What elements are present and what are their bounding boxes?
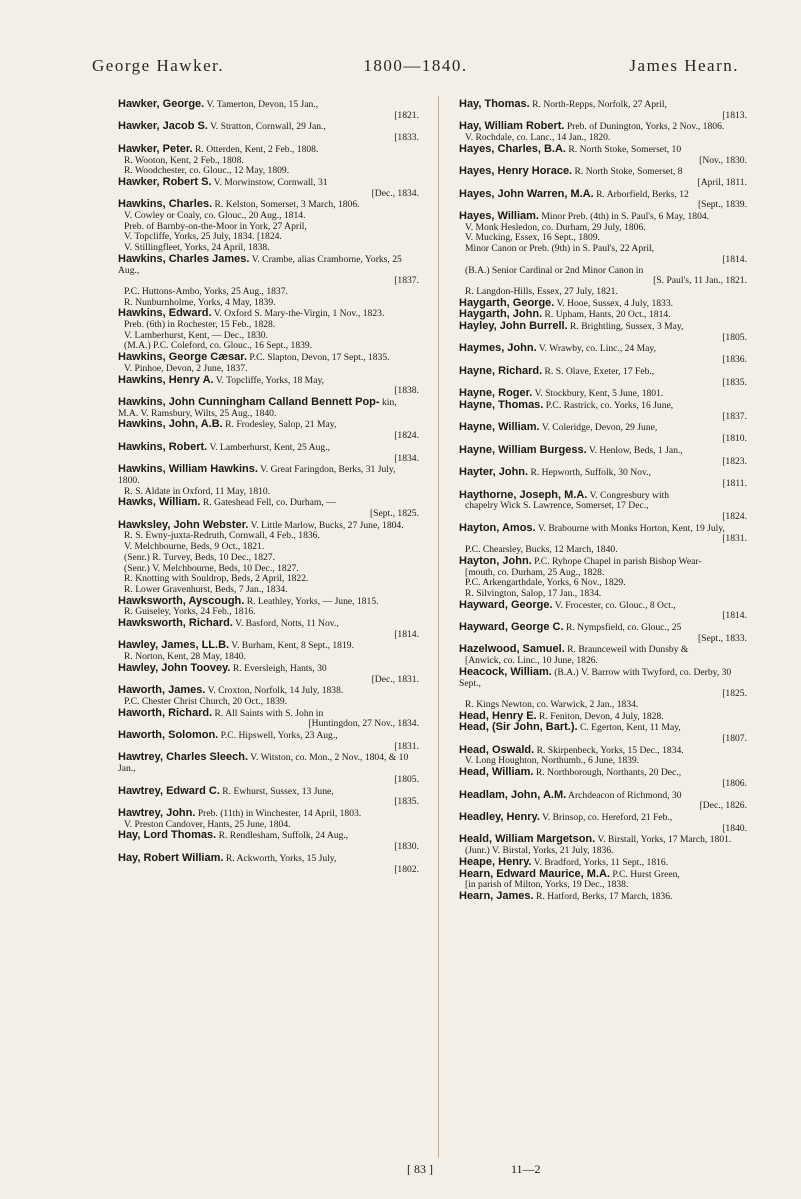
index-entry	[459, 600, 747, 622]
index-entry	[459, 812, 747, 834]
entry-date-continuation: [1805.	[394, 773, 419, 785]
index-entry	[459, 523, 747, 556]
index-entry	[459, 343, 747, 365]
entry-name: Haygarth, George.	[459, 296, 555, 309]
entry-date-continuation: [1840.	[722, 822, 747, 834]
entry-name: Hawtrey, John.	[118, 807, 196, 819]
entry-name: Hayes, Henry Horace.	[459, 165, 573, 178]
entry-line: (B.A.) V. Barrow with Twyford, co. Derby, 30 Sept.,	[459, 666, 732, 689]
entry-line: P.C. Ryhope Chapel in parish Bishop Wear-	[531, 555, 702, 567]
entry-line: R. Knotting with Souldrop, Beds, 2 April, 1822.	[124, 573, 309, 585]
header-right: James Hearn.	[629, 56, 739, 75]
entry-date-continuation: [1807.	[722, 733, 747, 745]
entry-date-continuation: [April, 1811.	[697, 176, 747, 188]
entry-name: Hayley, John Burrell.	[459, 320, 568, 333]
index-entry	[118, 375, 419, 397]
entry-line: V. Witston, co. Mon., 2 Nov., 1804, & 10 Jan.,	[118, 752, 409, 775]
entry-name: Haworth, James.	[118, 684, 206, 697]
entry-name: Hawksworth, Richard.	[118, 617, 233, 630]
index-entry	[459, 790, 747, 812]
entry-line: R. Upham, Hants, 20 Oct., 1814.	[542, 309, 671, 321]
index-entry	[118, 752, 419, 785]
index-entry	[118, 144, 419, 177]
entry-line: V. Stockbury, Kent, 5 June, 1801.	[532, 388, 664, 400]
entry-date-continuation: [1834.	[394, 452, 419, 464]
entry-line: R. North Stoke, Somerset, 10	[566, 143, 682, 155]
entry-line: (B.A.) Senior Cardinal or 2nd Minor Canon in	[465, 264, 644, 276]
entry-line: chapelry Wick S. Lawrence, Somerset, 17 Dec.,	[465, 500, 649, 512]
entry-line: R. Frodesley, Salop, 21 May,	[222, 419, 337, 431]
entry-line: V. Frocester, co. Glouc., 8 Oct.,	[552, 599, 676, 611]
entry-date-continuation: [Dec., 1831.	[371, 673, 419, 685]
index-entry	[118, 497, 419, 519]
entry-date-continuation: [1825.	[722, 688, 747, 700]
entry-line: V. Rochdale, co. Lanc., 14 Jan., 1820.	[465, 132, 611, 144]
index-entry	[459, 722, 747, 744]
entry-line: R. All Saints with S. John in	[212, 707, 324, 719]
entry-date-continuation: [1830.	[394, 841, 419, 853]
entry-date-continuation: [Sept., 1833.	[697, 632, 747, 644]
index-entry	[459, 99, 747, 121]
entry-line: (Senr.) R. Turvey, Beds, 10 Dec., 1827.	[124, 551, 276, 563]
entry-date-continuation: [1837.	[394, 275, 419, 287]
page-number: [ 83 ]	[407, 1162, 433, 1176]
entry-date-continuation: [1831.	[722, 533, 747, 545]
entry-line: C. Egerton, Kent, 11 May,	[577, 722, 681, 734]
entry-line: V. Henlow, Beds, 1 Jan.,	[586, 444, 683, 456]
entry-line: V. Topcliffe, Yorks, 18 May,	[213, 374, 325, 386]
entry-name: Haymes, John.	[459, 342, 537, 355]
entry-name: Hay, William Robert.	[459, 120, 565, 133]
entry-name: Hayne, William Burgess.	[459, 443, 587, 456]
entry-name: Head, Oswald.	[459, 743, 535, 756]
index-entry	[118, 596, 419, 618]
entry-line: V. Congresbury with	[587, 489, 670, 501]
index-entry	[118, 730, 419, 752]
entry-date-continuation: [Sept., 1825.	[369, 508, 419, 520]
entry-name: Hawker, George.	[118, 98, 205, 110]
signature-mark: 11—2	[511, 1162, 541, 1176]
entry-name: Hayton, John.	[459, 554, 532, 567]
entry-name: Hayter, John.	[459, 466, 529, 479]
entry-name: Head, William.	[459, 766, 534, 779]
entry-date-continuation: [1805.	[722, 331, 747, 343]
entry-line: V. Tamerton, Devon, 15 Jan.,	[204, 99, 319, 110]
entry-line: R. Braunceweil with Dunsby &	[564, 644, 689, 656]
index-entry	[118, 419, 419, 441]
entry-name: Hayne, Richard.	[459, 364, 543, 377]
entry-line: R. Hatford, Berks, 17 March, 1836.	[533, 890, 673, 902]
column-divider	[438, 96, 439, 1158]
entry-line: R. Woodchester, co. Glouc., 12 May, 1809.	[124, 165, 290, 177]
entry-name: Hawksworth, Ayscough.	[118, 594, 245, 607]
entry-line: V. Hooe, Sussex, 4 July, 1833.	[554, 297, 674, 309]
entry-line: V. Birstall, Yorks, 17 March, 1801.	[595, 834, 732, 846]
entry-line: P.C. Hurst Green,	[609, 868, 680, 880]
entry-name: Hayes, John Warren, M.A.	[459, 187, 594, 200]
entry-name: Hay, Lord Thomas.	[118, 829, 217, 842]
index-entry	[459, 834, 747, 856]
index-entry	[118, 520, 419, 596]
entry-line: (Senr.) V. Melchbourne, Beds, 10 Dec., 1827.	[124, 562, 299, 574]
entry-line: R. North Stoke, Somerset, 8	[572, 166, 683, 178]
entry-line: V. Brinsop, co. Hereford, 21 Feb.,	[539, 812, 673, 823]
entry-line: V. Burham, Kent, 8 Sept., 1819.	[229, 640, 354, 652]
entry-line: [Anwick, co. Linc., 10 June, 1826.	[465, 655, 598, 667]
entry-name: Hayton, Amos.	[459, 521, 536, 534]
entry-line: R. Brightling, Sussex, 3 May,	[567, 321, 684, 333]
index-entry	[459, 767, 747, 789]
entry-name: Head, Henry E.	[459, 709, 537, 722]
entry-date-continuation: [Sept., 1839.	[697, 199, 747, 211]
entry-line: R. Langdon-Hills, Essex, 27 July, 1821.	[465, 285, 618, 297]
index-entry	[459, 490, 747, 523]
entry-name: Hawley, James, LL.B.	[118, 639, 230, 652]
index-entry	[459, 667, 747, 711]
entry-line: Archdeacon of Richmond, 30	[566, 789, 682, 801]
entry-date-continuation: [1836.	[722, 354, 747, 366]
entry-line: V. Basford, Notts, 11 Nov.,	[232, 618, 339, 630]
entry-line: Preb. (11th) in Winchester, 14 April, 1803.	[195, 808, 362, 819]
entry-name: Hawkins, Charles James.	[118, 252, 250, 265]
entry-date-continuation: [1824.	[722, 511, 747, 523]
index-entry	[118, 853, 419, 875]
entry-line: R. S. Aldate in Oxford, 11 May, 1810.	[124, 485, 271, 497]
entry-name: Hawkins, Edward.	[118, 307, 212, 320]
entry-line: V. Lamberhurst, Kent, — Dec., 1830.	[124, 329, 268, 341]
entry-line: P.C. Slapton, Devon, 17 Sept., 1835.	[247, 352, 390, 364]
entry-line: Preb. of Barnby-on-the-Moor in York, 27 April,	[124, 220, 307, 232]
entry-date-continuation: [1831.	[394, 740, 419, 752]
entry-line: R. Feniton, Devon, 4 July, 1828.	[536, 710, 664, 722]
entry-name: Hayes, Charles, B.A.	[459, 142, 566, 155]
entry-date-continuation: [1823.	[722, 455, 747, 467]
entry-line: V. Topcliffe, Yorks, 25 July, 1834. [1824.	[124, 231, 282, 243]
entry-line: Minor Canon or Preb. (9th) in S. Paul's, 22 April,	[465, 243, 655, 255]
entry-line: R. Eversleigh, Hants, 30	[230, 662, 327, 674]
index-entry	[118, 464, 419, 497]
entry-line: (Junr.) V. Birstal, Yorks, 21 July, 1836.	[465, 845, 614, 857]
index-entry	[459, 144, 747, 166]
entry-name: Hayne, William.	[459, 421, 540, 434]
header-left: George Hawker.	[92, 56, 225, 75]
index-entry	[459, 422, 747, 444]
index-entry	[118, 121, 419, 143]
entry-name: Hawkins, Robert.	[118, 440, 208, 453]
index-entry	[459, 321, 747, 343]
index-entry	[118, 808, 419, 830]
entry-line: R. Kelston, Somerset, 3 March, 1806.	[212, 199, 360, 211]
entry-name: Hawker, Peter.	[118, 142, 193, 155]
entry-name: Hearn, James.	[459, 889, 534, 902]
entry-date-continuation: [1835.	[394, 796, 419, 808]
entry-name: Hazelwood, Samuel.	[459, 643, 565, 656]
index-entry	[459, 166, 747, 188]
index-entry	[118, 830, 419, 852]
index-entry	[459, 622, 747, 644]
entry-line: R. Nympsfield, co. Glouc., 25	[563, 622, 682, 634]
entry-name: Haythorne, Joseph, M.A.	[459, 488, 588, 501]
entry-name: Hawker, Jacob S.	[118, 120, 208, 133]
entry-line: kin, M.A. V. Ramsbury, Wilts, 25 Aug., 1840.	[118, 396, 397, 419]
entry-line: V. Morwinstow, Cornwall, 31	[211, 176, 328, 188]
page-footer	[0, 1162, 801, 1176]
right-column	[459, 99, 747, 903]
entry-line: V. Stratton, Cornwall, 29 Jan.,	[207, 121, 326, 133]
entry-line: R. Ackworth, Yorks, 15 July,	[223, 852, 337, 864]
entry-name: Hawkins, Charles.	[118, 198, 213, 211]
entry-line: R. North-Repps, Norfolk, 27 April,	[529, 99, 667, 110]
entry-name: Haworth, Richard.	[118, 706, 213, 719]
entry-name: Hawtrey, Charles Sleech.	[118, 751, 249, 764]
index-entry	[118, 199, 419, 254]
entry-line: V. Oxford S. Mary-the-Virgin, 1 Nov., 1823.	[211, 308, 385, 320]
entry-line: (M.A.) P.C. Coleford, co. Glouc., 16 Sept., 1839.	[124, 340, 313, 352]
index-entry	[459, 556, 747, 600]
entry-line: V. Great Faringdon, Berks, 31 July, 1800.	[118, 464, 396, 486]
entry-line: R. S. Olave, Exeter, 17 Feb.,	[542, 365, 655, 377]
entry-line: R. Ewhurst, Sussex, 13 June,	[219, 785, 334, 797]
entry-line: Preb. (6th) in Rochester, 15 Feb., 1828.	[124, 319, 276, 331]
entry-name: Hearn, Edward Maurice, M.A.	[459, 867, 610, 880]
entry-line: [S. Paul's, 11 Jan., 1821.	[653, 275, 747, 287]
index-entry	[118, 618, 419, 640]
entry-line: V. Wrawby, co. Linc., 24 May,	[536, 343, 656, 355]
left-column	[118, 99, 419, 875]
entry-line: R. Silvington, Salop, 17 Jan., 1834.	[465, 587, 602, 599]
entry-date-continuation: [Huntingdon, 27 Nov., 1834.	[308, 718, 419, 730]
entry-date-continuation: [1824.	[394, 430, 419, 442]
entry-name: Hawley, John Toovey.	[118, 661, 231, 674]
entry-line: V. Bradford, Yorks, 11 Sept., 1816.	[531, 856, 669, 868]
entry-name: Hawkins, William Hawkins.	[118, 463, 258, 476]
entry-name: Heape, Henry.	[459, 855, 532, 868]
running-header	[92, 56, 739, 82]
entry-date-continuation: [1821.	[394, 109, 419, 121]
entry-name: Haworth, Solomon.	[118, 729, 219, 742]
index-entry	[459, 366, 747, 388]
entry-date-continuation: [1814.	[394, 628, 419, 640]
entry-line: V. Stillingfleet, Yorks, 24 April, 1838.	[124, 242, 270, 254]
index-entry	[459, 121, 747, 143]
entry-date-continuation: [Dec., 1834.	[371, 187, 419, 199]
entry-line: R. Wooton, Kent, 2 Feb., 1808.	[124, 154, 244, 166]
entry-name: Hawtrey, Edward C.	[118, 784, 220, 797]
entry-line: V. Lamberhurst, Kent, 25 Aug.,	[207, 441, 331, 453]
index-entry	[459, 891, 747, 903]
entry-date-continuation: [1802.	[394, 863, 419, 875]
header-center: 1800—1840.	[363, 56, 468, 75]
entry-line: [mouth, co. Durham, 25 Aug., 1828.	[465, 566, 605, 578]
entry-line: [in parish of Milton, Yorks, 19 Dec., 1838.	[465, 879, 629, 891]
entry-line: V. Croxton, Norfolk, 14 July, 1838.	[205, 685, 344, 697]
entry-line: V. Little Marlow, Bucks, 27 June, 1804.	[248, 519, 404, 531]
entry-line: R. Nunburnholme, Yorks, 4 May, 1839.	[124, 296, 276, 308]
entry-name: Headlam, John, A.M.	[459, 788, 567, 801]
index-entry	[459, 445, 747, 467]
entry-line: V. Cowley or Coaly, co. Glouc., 20 Aug., 1814.	[124, 210, 306, 222]
entry-line: P.C. Chester Christ Church, 20 Oct., 1839.	[124, 695, 288, 707]
entry-date-continuation: [1814.	[722, 253, 747, 265]
entry-line: V. Pinhoe, Devon, 2 June, 1837.	[124, 362, 248, 374]
entry-name: Heacock, William.	[459, 665, 552, 678]
entry-line: R. Northborough, Northants, 20 Dec.,	[533, 767, 682, 779]
entry-name: Hawkins, George Cæsar.	[118, 351, 247, 364]
entry-line: Minor Preb. (4th) in S. Paul's, 6 May, 1804.	[539, 211, 710, 223]
index-entry	[459, 745, 747, 767]
entry-date-continuation: [1810.	[722, 433, 747, 445]
entry-line: V. Crambe, alias Cramborne, Yorks, 25 Aug.,	[118, 253, 402, 276]
entry-line: P.C. Huttons-Ambo, Yorks, 25 Aug., 1837.	[124, 285, 288, 297]
entry-line: R. Otterden, Kent, 2 Feb., 1808.	[192, 143, 319, 155]
index-entry	[118, 254, 419, 309]
entry-date-continuation: [1833.	[394, 132, 419, 144]
index-entry	[118, 308, 419, 352]
entry-line: R. Gateshead Fell, co. Durham, —	[200, 497, 336, 509]
entry-date-continuation: [1813.	[722, 109, 747, 121]
entry-name: Hayward, George C.	[459, 621, 564, 634]
index-entry	[118, 685, 419, 707]
index-entry	[118, 640, 419, 662]
entry-line: R. S. Ewny-juxta-Redruth, Cornwall, 4 Feb., 1836.	[124, 530, 320, 542]
entry-name: Hayes, William.	[459, 210, 539, 223]
entry-name: Hawksley, John Webster.	[118, 518, 249, 531]
entry-line: V. Mucking, Essex, 16 Sept., 1809.	[465, 232, 600, 244]
entry-date-continuation: [1838.	[394, 385, 419, 397]
entry-name: Head, (Sir John, Bart.).	[459, 721, 578, 734]
index-entry	[118, 99, 419, 121]
entry-name: Hay, Robert William.	[118, 851, 224, 864]
index-entry	[459, 467, 747, 489]
entry-line: R. Norton, Kent, 28 May, 1840.	[124, 651, 246, 663]
entry-date-continuation: [Nov., 1830.	[699, 154, 747, 166]
entry-name: Hawkins, John Cunningham Calland Bennett Pop-	[118, 395, 380, 408]
entry-name: Hawks, William.	[118, 496, 201, 509]
entry-date-continuation: [1811.	[722, 477, 747, 489]
entry-date-continuation: [1806.	[722, 777, 747, 789]
entry-name: Headley, Henry.	[459, 811, 540, 823]
index-entry	[459, 189, 747, 211]
entry-line: R. Guiseley, Yorks, 24 Feb., 1816.	[124, 606, 256, 618]
index-entry	[459, 869, 747, 891]
index-entry	[459, 400, 747, 422]
entry-date-continuation: [1837.	[722, 410, 747, 422]
index-entry	[118, 352, 419, 374]
entry-line: V. Coleridge, Devon, 29 June,	[539, 422, 658, 434]
entry-line: P.C. Rastrick, co. Yorks, 16 June,	[543, 399, 674, 411]
entry-line: P.C. Hipswell, Yorks, 23 Aug.,	[218, 730, 338, 742]
entry-name: Hayward, George.	[459, 598, 553, 611]
entry-line: Preb. of Dunington, Yorks, 2 Nov., 1806.	[564, 121, 725, 133]
entry-date-continuation: [1814.	[722, 610, 747, 622]
index-entry	[118, 442, 419, 464]
entry-name: Haygarth, John.	[459, 308, 543, 321]
entry-name: Hawker, Robert S.	[118, 175, 212, 188]
entry-line: V. Long Houghton, Northumb., 6 June, 1839.	[465, 755, 640, 767]
entry-line: P.C. Arkengarthdale, Yorks, 6 Nov., 1829.	[465, 577, 626, 589]
index-entry	[118, 786, 419, 808]
index-entry	[118, 177, 419, 199]
entry-name: Hay, Thomas.	[459, 98, 530, 110]
entry-name: Heald, William Margetson.	[459, 833, 596, 846]
entry-line: R. Lower Gravenhurst, Beds, 7 Jan., 1834.	[124, 583, 288, 595]
entry-line: R. Kings Newton, co. Warwick, 2 Jan., 1834.	[465, 698, 639, 710]
entry-line: R. Hepworth, Suffolk, 30 Nov.,	[528, 467, 651, 479]
entry-line: V. Brabourne with Monks Horton, Kent, 19 July,	[535, 522, 725, 534]
entry-name: Hawkins, John, A.B.	[118, 418, 223, 431]
entry-line: V. Melchbourne, Beds, 9 Oct., 1821.	[124, 541, 265, 553]
entry-line: P.C. Chearsley, Bucks, 12 March, 1840.	[465, 544, 618, 556]
index-entry	[118, 663, 419, 685]
index-entry	[118, 397, 419, 419]
entry-line: R. Rendlesham, Suffolk, 24 Aug.,	[216, 830, 349, 842]
entry-date-continuation: [Dec., 1826.	[699, 800, 747, 812]
entry-line: V. Monk Hesledon, co. Durham, 29 July, 1806.	[465, 221, 646, 233]
entry-name: Hayne, Thomas.	[459, 398, 544, 411]
index-entry	[118, 708, 419, 730]
entry-line: R. Skirpenbeck, Yorks, 15 Dec., 1834.	[534, 744, 684, 756]
entry-line: R. Leathley, Yorks, — June, 1815.	[244, 595, 379, 607]
index-entry	[459, 211, 747, 298]
index-entry	[459, 644, 747, 666]
entry-name: Hayne, Roger.	[459, 387, 533, 400]
entry-line: V. Preston Candover, Hants, 25 June, 1804.	[124, 818, 291, 830]
entry-date-continuation: [1835.	[722, 376, 747, 388]
entry-line: R. Arborfield, Berks, 12	[593, 188, 689, 200]
entry-name: Hawkins, Henry A.	[118, 373, 214, 386]
